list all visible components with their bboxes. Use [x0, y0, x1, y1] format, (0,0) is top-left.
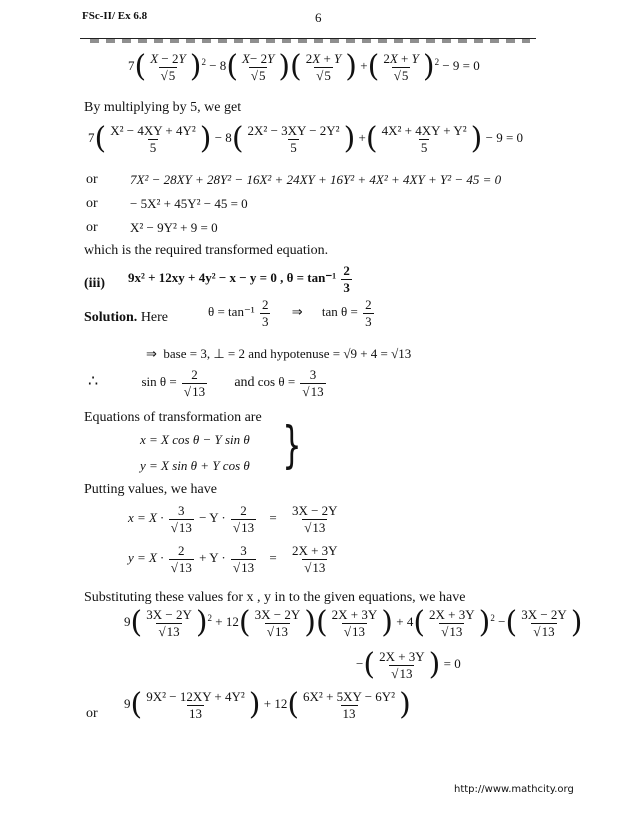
transform-y: y = X sin θ + Y cos θ — [140, 458, 250, 473]
equation-1: 7( $\frac{X - 2Y}{√5}$ )$^2$ − 8( $\frac{X- 2Y}{√5}$ )( $\frac{2X + Y}{√5}$ ) +( $\frac{2X + Y}{√5}$ )$^2$ − 9 = 0 — [128, 49, 480, 85]
base-line: ⇒ base = 3, ⊥ = 2 and hypotenuse = √9 + 4 = √13 — [146, 346, 412, 361]
right-brace: } — [282, 416, 302, 474]
part-iii-label: (iii) — [84, 276, 105, 291]
or-label-4: or — [86, 706, 98, 721]
text-required: which is the required transformed equation. — [84, 243, 329, 258]
or-label-2: or — [86, 196, 98, 211]
or-label-3: or — [86, 220, 98, 235]
equation-5: X² − 9Y² + 9 = 0 — [130, 220, 218, 235]
solution-theta: θ = tan⁻¹ $\frac{2}{3}$ ⇒ tan θ = $\frac{2}{3}$ — [208, 297, 372, 329]
text-substituting: Substituting these values for x , y in to the given equations, we have — [84, 590, 466, 605]
text-putting-values: Putting values, we have — [84, 482, 217, 497]
solution-line: Solution. Here — [84, 310, 169, 325]
text-equations-transformation: Equations of transformation are — [84, 410, 262, 425]
or-label-1: or — [86, 172, 98, 187]
equation-3: 7X² − 28XY + 28Y² − 16X² + 24XY + 16Y² + 4X² + 4XY + Y² − 45 = 0 — [130, 172, 502, 187]
equation-2: 7( $\frac{\text{X² − 4XY + 4Y²}}{5}$ ) − 8( $\frac{\text{2X² − 3XY − 2Y²}}{5}$ ) +( $\frac{\text{4X² + 4XY + Y²}}{5}$ ) − 9 = 0 — [88, 121, 524, 157]
final-equation: 9( $\frac{\text{9X² − 12XY + 4Y²}}{13}$ ) + 12( $\frac{\text{6X² + 5XY − 6Y²}}{13}$ ) — [124, 687, 411, 723]
transform-x: x = X cos θ − Y sin θ — [140, 432, 250, 447]
putting-y: y = X · $\frac{2}{√13}$ + Y · $\frac{3}{√13}$ = $\frac{2X + 3Y}{√13}$ — [128, 543, 338, 575]
sin-cos-line: ∴ sin θ = $\frac{2}{√13}$ and cos θ = $\frac{3}{√13}$ — [88, 367, 324, 399]
header-rule — [80, 38, 536, 39]
header-left: FSc-II/ Ex 6.8 — [82, 10, 148, 22]
substitution-line-2: −( $\frac{2X + 3Y}{√13}$ ) = 0 — [356, 647, 461, 683]
putting-x: x = X · $\frac{3}{√13}$ − Y · $\frac{2}{√13}$ = $\frac{3X - 2Y}{√13}$ — [128, 503, 338, 535]
equation-4: − 5X² + 45Y² − 45 = 0 — [130, 196, 248, 211]
text-multiplying: By multiplying by 5, we get — [84, 100, 242, 115]
footer-url[interactable]: http://www.mathcity.org — [454, 784, 574, 795]
part-iii-equation: 9x² + 12xy + 4y² − x − y = 0 , θ = tan⁻¹ $\frac{2}{3}$ — [128, 263, 350, 295]
page-number: 6 — [315, 10, 322, 25]
substitution-line-1: 9( $\frac{3X - 2Y}{√13}$ )$^2$ + 12( $\frac{3X - 2Y}{√13}$ )( $\frac{2X + 3Y}{√13}$ ) + 4( $\frac{2X + 3Y}{√13}$ )$^2$ −( $\frac{3X - 2Y}{√13}$ ) — [124, 605, 583, 641]
